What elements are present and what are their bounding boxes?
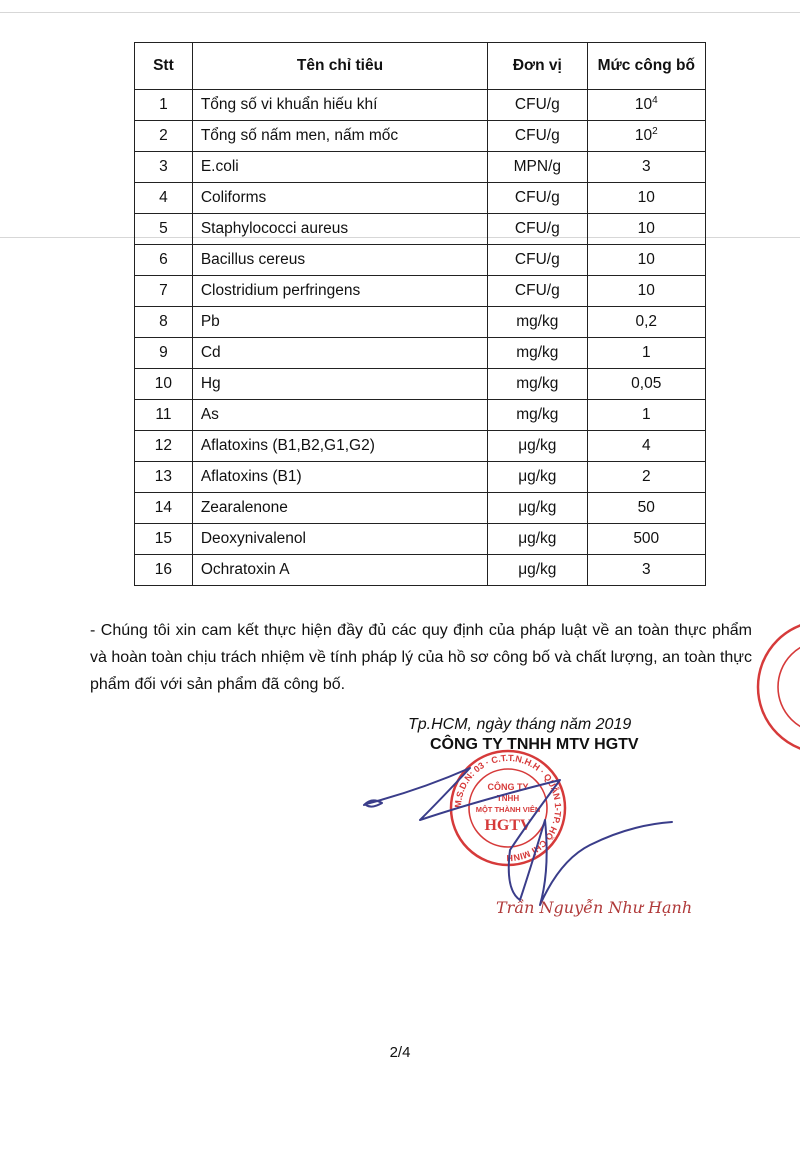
- row-unit-text: mg/kg: [516, 375, 559, 392]
- row-unit: [488, 524, 587, 555]
- row-level: [587, 338, 705, 369]
- row-level: [587, 493, 705, 524]
- table-row: [135, 400, 706, 431]
- row-name-text: Bacillus cereus: [200, 251, 306, 268]
- page-number: 2/4: [389, 1044, 411, 1061]
- row-level-text: 0,2: [635, 313, 658, 330]
- row-stt-text: 16: [154, 561, 173, 578]
- row-unit: [488, 152, 587, 183]
- row-level-text: 1: [641, 344, 651, 361]
- seal-line-1: CÔNG TY: [487, 782, 529, 792]
- row-unit-text: mg/kg: [516, 406, 559, 423]
- row-name-text: Clostridium perfringens: [200, 282, 361, 299]
- row-level-exponent: 2: [652, 126, 658, 138]
- table-row: [135, 493, 706, 524]
- row-name-text: Deoxynivalenol: [200, 530, 306, 547]
- row-level: [587, 152, 705, 183]
- row-unit-text: MPN/g: [513, 158, 561, 175]
- row-level-text: 0,05: [631, 375, 662, 392]
- row-unit-text: mg/kg: [516, 313, 559, 330]
- row-unit: [488, 245, 587, 276]
- row-unit: [488, 276, 587, 307]
- row-stt: [135, 462, 193, 493]
- row-level-text: 10: [637, 251, 655, 268]
- row-level: [587, 276, 705, 307]
- date-line: Tp.HCM, ngày tháng năm 2019: [408, 716, 632, 733]
- row-stt-text: 13: [154, 468, 173, 485]
- row-name-text: Hg: [200, 375, 221, 392]
- row-name: [192, 307, 487, 338]
- row-level-text: 2: [641, 468, 651, 485]
- row-unit: [488, 369, 587, 400]
- table-row: [135, 524, 706, 555]
- row-level-text: 4: [641, 437, 651, 454]
- row-name-text: Staphylococci aureus: [200, 220, 349, 237]
- row-name-text: Ochratoxin A: [200, 561, 290, 578]
- row-name: [192, 121, 487, 152]
- row-unit-text: CFU/g: [514, 251, 560, 268]
- row-stt-text: 14: [154, 499, 173, 516]
- table-row: [135, 121, 706, 152]
- row-stt-text: 10: [154, 375, 173, 392]
- row-stt: [135, 183, 193, 214]
- table-row: [135, 152, 706, 183]
- row-level-text: 10: [634, 127, 653, 145]
- table-row: [135, 183, 706, 214]
- row-stt-text: 2: [159, 127, 168, 144]
- row-unit: [488, 493, 587, 524]
- signer-name: Trần Nguyễn Như Hạnh: [496, 898, 693, 917]
- row-level: [587, 214, 705, 245]
- company-name: CÔNG TY TNHH MTV HGTV: [430, 736, 639, 753]
- table-row: [135, 555, 706, 586]
- row-name-text: E.coli: [200, 158, 239, 175]
- row-unit-text: CFU/g: [514, 96, 560, 113]
- row-stt: [135, 338, 193, 369]
- row-name-text: Cd: [200, 344, 221, 361]
- row-unit-text: μg/kg: [518, 499, 557, 516]
- table-header-row: [135, 43, 706, 90]
- row-stt-text: 3: [159, 158, 168, 175]
- row-unit: [488, 400, 587, 431]
- row-unit: [488, 462, 587, 493]
- row-name-text: Tổng số nấm men, nấm mốc: [200, 127, 399, 144]
- table-row: [135, 338, 706, 369]
- row-level: [587, 524, 705, 555]
- partial-seal-right: [752, 612, 800, 762]
- row-stt-text: 1: [159, 96, 168, 113]
- row-name: [192, 338, 487, 369]
- row-name-text: Aflatoxins (B1): [200, 468, 302, 485]
- row-name: [192, 152, 487, 183]
- row-level-exponent: 4: [652, 95, 658, 107]
- row-level: [587, 431, 705, 462]
- row-stt: [135, 276, 193, 307]
- row-unit-text: CFU/g: [514, 282, 560, 299]
- row-unit: [488, 121, 587, 152]
- row-name-text: Aflatoxins (B1,B2,G1,G2): [200, 437, 375, 454]
- row-name-text: As: [200, 406, 219, 423]
- seal-line-4: HGTV: [484, 817, 532, 834]
- row-level-text: 50: [637, 499, 655, 516]
- row-level-text: 500: [633, 530, 660, 547]
- row-level: [587, 307, 705, 338]
- row-name: [192, 493, 487, 524]
- row-name: [192, 183, 487, 214]
- row-unit: [488, 338, 587, 369]
- row-unit-text: CFU/g: [514, 127, 560, 144]
- row-stt-text: 12: [154, 437, 173, 454]
- header-unit: Đơn vị: [488, 43, 587, 90]
- row-level-text: 3: [641, 561, 651, 578]
- row-name: [192, 462, 487, 493]
- row-stt: [135, 431, 193, 462]
- table-row: [135, 369, 706, 400]
- table-row: [135, 307, 706, 338]
- row-unit: [488, 555, 587, 586]
- row-stt-text: 4: [159, 189, 168, 206]
- row-name: [192, 524, 487, 555]
- table-row: [135, 462, 706, 493]
- row-name: [192, 431, 487, 462]
- row-level-text: 10: [637, 220, 655, 237]
- seal-line-2: TNHH: [496, 794, 520, 803]
- header-level: Mức công bố: [587, 43, 705, 90]
- row-name: [192, 276, 487, 307]
- row-name-text: Pb: [200, 313, 220, 330]
- row-unit: [488, 90, 587, 121]
- row-unit-text: μg/kg: [518, 437, 557, 454]
- row-name: [192, 369, 487, 400]
- row-unit-text: CFU/g: [514, 189, 560, 206]
- row-name: [192, 90, 487, 121]
- row-unit-text: μg/kg: [518, 561, 557, 578]
- row-name: [192, 555, 487, 586]
- row-stt-text: 8: [159, 313, 168, 330]
- header-stt: Stt: [135, 43, 193, 90]
- table-row: [135, 245, 706, 276]
- row-stt-text: 5: [159, 220, 168, 237]
- row-stt-text: 11: [155, 406, 172, 423]
- row-level: [587, 90, 705, 121]
- row-stt: [135, 121, 193, 152]
- header-name: Tên chỉ tiêu: [192, 43, 487, 90]
- row-stt: [135, 152, 193, 183]
- specification-table: [134, 42, 706, 586]
- row-level: [587, 462, 705, 493]
- row-unit: [488, 214, 587, 245]
- table-row: [135, 214, 706, 245]
- row-level: [587, 121, 705, 152]
- row-level: [587, 555, 705, 586]
- row-name-text: Coliforms: [200, 189, 267, 206]
- commitment-paragraph: - Chúng tôi xin cam kết thực hiện đầy đủ các quy định của pháp luật về an toàn thực phẩm và hoàn toàn chịu trách nhiệm về tính pháp lý của hồ sơ công bố và chất lượng, an toàn thực phẩm đối với sản phẩm đã công bố.: [90, 622, 752, 693]
- seal-line-3: MỘT THÀNH VIÊN: [475, 805, 541, 814]
- row-name: [192, 400, 487, 431]
- row-stt-text: 15: [154, 530, 173, 547]
- row-stt: [135, 90, 193, 121]
- row-stt: [135, 307, 193, 338]
- row-stt: [135, 245, 193, 276]
- row-stt: [135, 555, 193, 586]
- row-stt-text: 7: [159, 282, 168, 299]
- row-stt: [135, 493, 193, 524]
- row-unit-text: μg/kg: [518, 530, 557, 547]
- row-level-text: 1: [641, 406, 651, 423]
- row-unit: [488, 183, 587, 214]
- row-stt: [135, 214, 193, 245]
- seal-ring-text: M.S.D.N: 03 · C.T.T.N.H.H · QUẬN 1-TP. HỒ CHÍ MINH: [452, 752, 564, 864]
- row-stt: [135, 400, 193, 431]
- handwritten-signature: [360, 760, 680, 910]
- row-name: [192, 245, 487, 276]
- row-level: [587, 245, 705, 276]
- row-stt-text: 9: [159, 344, 168, 361]
- fold-line-top: [0, 12, 800, 13]
- table-row: [135, 431, 706, 462]
- row-level: [587, 369, 705, 400]
- row-unit-text: mg/kg: [516, 344, 559, 361]
- row-level-text: 3: [641, 158, 651, 175]
- row-level: [587, 400, 705, 431]
- row-stt-text: 6: [159, 251, 168, 268]
- table-row: [135, 276, 706, 307]
- row-stt: [135, 369, 193, 400]
- row-name-text: Zearalenone: [200, 499, 288, 516]
- row-level: [587, 183, 705, 214]
- row-name: [192, 214, 487, 245]
- row-unit: [488, 307, 587, 338]
- row-level-text: 10: [637, 282, 655, 299]
- row-level-text: 10: [637, 189, 655, 206]
- row-name-text: Tổng số vi khuẩn hiếu khí: [200, 96, 378, 113]
- row-level-text: 10: [634, 96, 653, 114]
- row-unit-text: μg/kg: [518, 468, 557, 485]
- row-unit-text: CFU/g: [514, 220, 560, 237]
- table-row: [135, 90, 706, 121]
- row-unit: [488, 431, 587, 462]
- row-stt: [135, 524, 193, 555]
